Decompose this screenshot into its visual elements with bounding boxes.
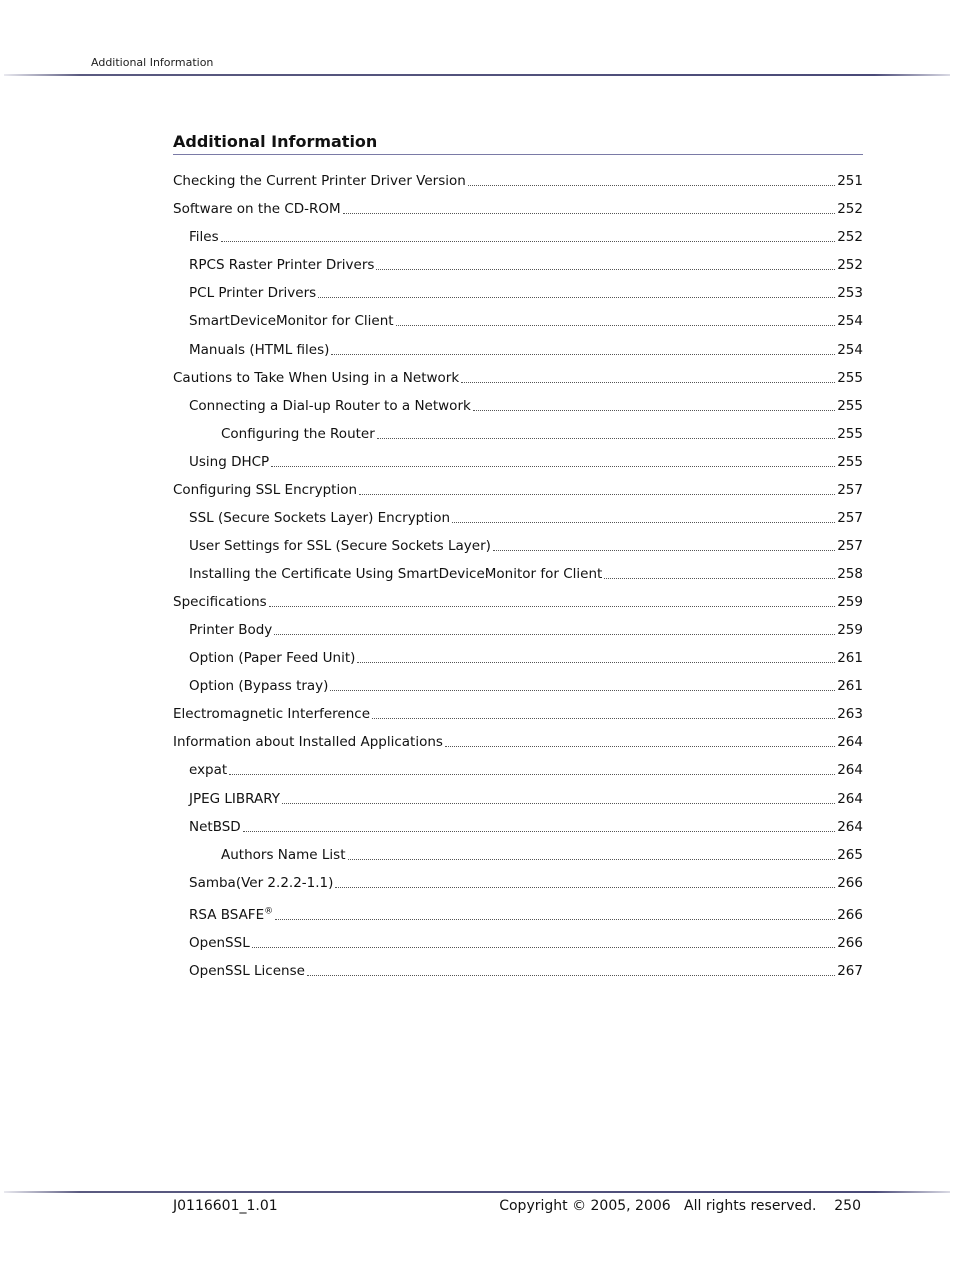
toc-entry[interactable] [173, 639, 863, 667]
toc-entry-page: 252 [837, 229, 863, 245]
toc-entry[interactable] [173, 780, 863, 808]
toc-entry-page: 261 [837, 678, 863, 694]
toc-entry-title: Samba(Ver 2.2.2-1.1) [189, 875, 334, 891]
header-rule [4, 74, 950, 76]
copyright-text: Copyright © 2005, 2006 All rights reserved. [499, 1198, 817, 1214]
toc-entry-page: 255 [837, 454, 863, 470]
dot-leader [252, 946, 836, 948]
toc-entry-title: OpenSSL [189, 935, 250, 951]
toc-entry-page: 257 [837, 510, 863, 526]
toc-entry[interactable] [173, 667, 863, 695]
dot-leader [330, 689, 835, 691]
toc-entry[interactable] [173, 555, 863, 583]
toc-entry[interactable] [173, 302, 863, 330]
toc-entry-title: Printer Body [189, 622, 273, 638]
toc-entry-page: 264 [837, 734, 863, 750]
dot-leader [359, 493, 835, 495]
toc-entry-page: 265 [837, 847, 863, 863]
dot-leader [343, 212, 836, 214]
document-id: J0116601_1.01 [173, 1198, 278, 1214]
dot-leader [282, 802, 835, 804]
toc-entry[interactable] [173, 952, 863, 980]
dot-leader [452, 521, 835, 523]
toc-entry-page: 255 [837, 370, 863, 386]
toc-entry-title: Files [189, 229, 219, 245]
toc-entry[interactable] [173, 611, 863, 639]
toc-entry-page: 261 [837, 650, 863, 666]
toc-entry-title: Option (Bypass tray) [189, 678, 329, 694]
toc-entry[interactable] [173, 924, 863, 952]
toc-entry[interactable] [173, 751, 863, 779]
toc-entry[interactable] [173, 359, 863, 387]
toc-entry[interactable] [173, 331, 863, 359]
toc-entry-title: SSL (Secure Sockets Layer) Encryption [189, 510, 451, 526]
running-header: Additional Information [91, 56, 214, 69]
toc-entry[interactable] [173, 415, 863, 443]
dot-leader [445, 745, 835, 747]
toc-entry-page: 264 [837, 791, 863, 807]
toc-entry[interactable] [173, 864, 863, 892]
toc-entry-page: 253 [837, 285, 863, 301]
dot-leader [461, 381, 835, 383]
toc-entry-title: RSA BSAFE® [189, 906, 274, 923]
toc-entry[interactable] [173, 443, 863, 471]
toc-entry[interactable] [173, 162, 863, 190]
dot-leader [271, 465, 835, 467]
toc-entry-page: 252 [837, 257, 863, 273]
toc-entry-page: 257 [837, 482, 863, 498]
toc-entry-title: Installing the Certificate Using SmartDeviceMonitor for Client [189, 566, 603, 582]
dot-leader [604, 577, 835, 579]
dot-leader [468, 184, 835, 186]
toc-entry-page: 255 [837, 398, 863, 414]
dot-leader [229, 773, 835, 775]
toc-entry-page: 254 [837, 313, 863, 329]
toc-entry[interactable] [173, 274, 863, 302]
section-title-underline [173, 154, 863, 155]
toc-entry-title: Software on the CD-ROM [173, 201, 341, 217]
toc-entry-page: 255 [837, 426, 863, 442]
toc-entry-title: Specifications [173, 594, 267, 610]
toc-entry[interactable] [173, 695, 863, 723]
toc-entry-title: SmartDeviceMonitor for Client [189, 313, 394, 329]
toc-entry-page: 258 [837, 566, 863, 582]
toc-entry-page: 266 [837, 875, 863, 891]
toc-entry[interactable] [173, 527, 863, 555]
toc-entry-title: Authors Name List [221, 847, 346, 863]
toc-entry[interactable] [173, 808, 863, 836]
toc-entry[interactable] [173, 896, 863, 924]
toc-entry-title: expat [189, 762, 228, 778]
dot-leader [335, 886, 835, 888]
dot-leader [372, 717, 835, 719]
toc-entry-page: 266 [837, 907, 863, 923]
section-title: Additional Information [173, 132, 378, 151]
dot-leader [377, 437, 835, 439]
toc-entry-title: NetBSD [189, 819, 241, 835]
dot-leader [274, 633, 835, 635]
dot-leader [473, 409, 835, 411]
toc-entry-page: 264 [837, 819, 863, 835]
dot-leader [376, 268, 835, 270]
dot-leader [357, 661, 835, 663]
dot-leader [396, 324, 836, 326]
toc-entry-title: Configuring SSL Encryption [173, 482, 358, 498]
toc-entry-title: Manuals (HTML files) [189, 342, 330, 358]
dot-leader [275, 918, 835, 920]
toc-entry-title: Option (Paper Feed Unit) [189, 650, 356, 666]
toc-entry-title: PCL Printer Drivers [189, 285, 317, 301]
toc-entry-page: 251 [837, 173, 863, 189]
page-number: 250 [834, 1198, 861, 1214]
toc-entry-title: Electromagnetic Interference [173, 706, 371, 722]
dot-leader [269, 605, 836, 607]
toc-entry[interactable] [173, 723, 863, 751]
toc-entry-page: 254 [837, 342, 863, 358]
toc-entry-page: 257 [837, 538, 863, 554]
toc-entry-title: Using DHCP [189, 454, 270, 470]
toc-entry-title: Connecting a Dial-up Router to a Network [189, 398, 471, 414]
footer-copyright-page [499, 1198, 861, 1214]
toc-entry-title: Information about Installed Applications [173, 734, 443, 750]
toc-entry[interactable] [173, 836, 863, 864]
toc-entry-page: 259 [837, 622, 863, 638]
toc-entry-title: Cautions to Take When Using in a Network [173, 370, 460, 386]
dot-leader [221, 240, 836, 242]
registered-mark: ® [264, 906, 274, 917]
toc-entry-title: OpenSSL License [189, 963, 305, 979]
toc-entry[interactable] [173, 218, 863, 246]
dot-leader [243, 830, 836, 832]
toc-entry-page: 252 [837, 201, 863, 217]
toc-entry-title: Checking the Current Printer Driver Version [173, 173, 466, 189]
footer-rule [4, 1191, 950, 1193]
dot-leader [307, 974, 835, 976]
toc-entry-title: Configuring the Router [221, 426, 375, 442]
toc-entry[interactable] [173, 471, 863, 499]
dot-leader [331, 353, 835, 355]
toc-entry[interactable] [173, 246, 863, 274]
toc-entry[interactable] [173, 583, 863, 611]
toc-entry-page: 264 [837, 762, 863, 778]
toc-entry-title: JPEG LIBRARY [189, 791, 280, 807]
toc-entry-title: RPCS Raster Printer Drivers [189, 257, 375, 273]
toc-entry-page: 267 [837, 963, 863, 979]
toc-entry[interactable] [173, 499, 863, 527]
dot-leader [348, 858, 836, 860]
toc-entry-page: 266 [837, 935, 863, 951]
toc-entry[interactable] [173, 190, 863, 218]
dot-leader [493, 549, 835, 551]
toc-entry-page: 263 [837, 706, 863, 722]
toc-entry-title: User Settings for SSL (Secure Sockets Layer) [189, 538, 491, 554]
toc-entry[interactable] [173, 387, 863, 415]
toc-entry-page: 259 [837, 594, 863, 610]
dot-leader [318, 296, 835, 298]
